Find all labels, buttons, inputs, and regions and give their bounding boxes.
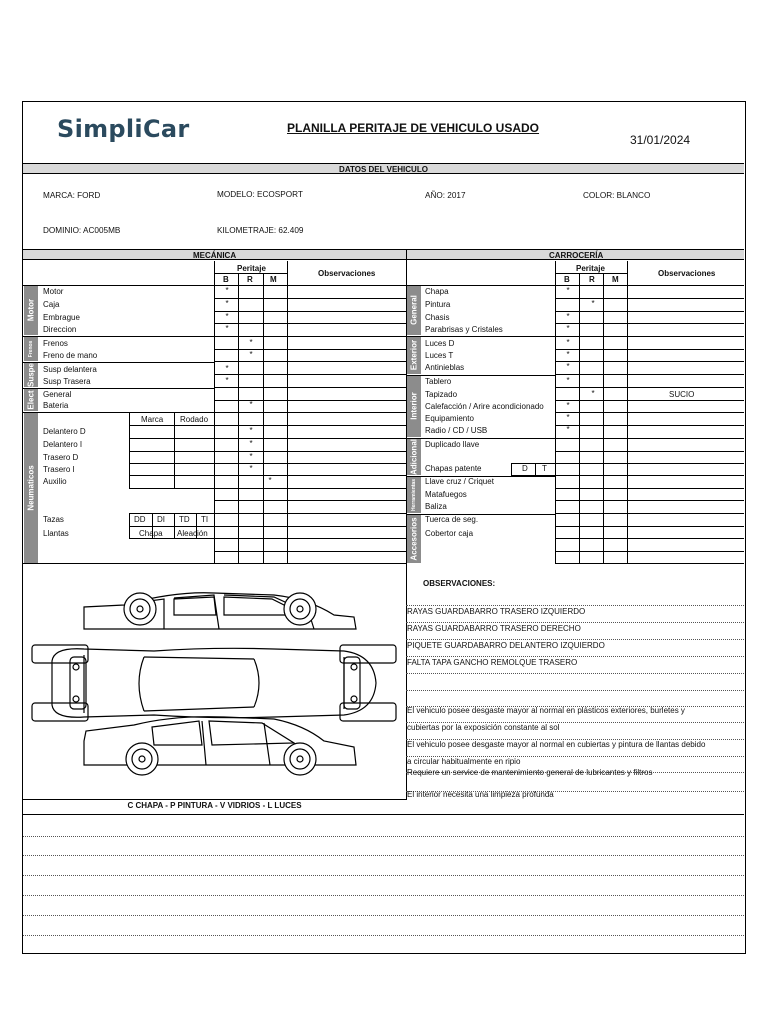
grid-line — [214, 513, 406, 514]
grid-line — [535, 463, 536, 475]
grid-line — [579, 273, 580, 563]
observation-line: RAYAS GUARDABARRO TRASERO DERECHO — [407, 624, 581, 633]
grid-line — [174, 526, 175, 538]
car-item-parabrisas: Parabrisas y Cristales — [425, 325, 503, 334]
exterior-side-label: Exterior — [409, 339, 419, 371]
year-field: AÑO: 2017 — [425, 191, 466, 200]
car-general-side-label: General — [409, 295, 419, 325]
grid-line — [555, 438, 744, 439]
mec-item-llantas: Llantas — [43, 529, 69, 538]
damage-legend: C CHAPA - P PINTURA - V VIDRIOS - L LUCES — [127, 801, 302, 810]
car-item-baliza: Baliza — [425, 502, 447, 511]
frenos-side-label: Frenos — [28, 340, 34, 358]
mark-embrague-b: * — [225, 312, 229, 321]
llanta-aleacion: Aleación — [177, 529, 208, 538]
mark-luces-d-b: * — [566, 338, 570, 347]
car-item-matafuegos: Matafuegos — [425, 490, 467, 499]
grid-line — [23, 388, 214, 389]
mec-item-motor: Motor — [43, 287, 64, 296]
grid-line — [555, 513, 744, 514]
grid-line — [406, 639, 744, 640]
grid-line — [555, 336, 744, 337]
observation-line: cubiertas por la exposición constante al sol — [407, 723, 560, 732]
mark-tablero-b: * — [566, 376, 570, 385]
mark-motor-b: * — [225, 286, 229, 295]
observation-line: Requiere un service de mantenimiento general de lubricantes y filtros — [407, 768, 653, 777]
grid-line — [406, 285, 555, 286]
car-item-antinieblas: Antinieblas — [425, 363, 465, 372]
grid-line — [23, 412, 214, 413]
taza-di: DI — [157, 515, 165, 524]
grid-line — [214, 323, 406, 324]
mec-item-direccion: Direccion — [43, 325, 77, 334]
patente-t: T — [542, 464, 547, 473]
grid-line — [174, 412, 175, 488]
mark-caja-b: * — [225, 299, 229, 308]
car-item-cobertor-caja: Cobertor caja — [425, 529, 474, 538]
observations-title: OBSERVACIONES: — [423, 579, 496, 588]
grid-line — [23, 895, 744, 896]
observation-line: PIQUETE GUARDABARRO DELANTERO IZQUIERDO — [407, 641, 605, 650]
mark-tras-i-r: * — [249, 464, 253, 473]
grid-line — [214, 451, 406, 452]
car-item-chasis: Chasis — [425, 313, 450, 322]
grid-line — [214, 475, 406, 476]
tyre-marca-header: Marca — [141, 415, 164, 424]
mark-chapa-b: * — [566, 286, 570, 295]
mark-pintura-r: * — [591, 299, 595, 308]
grid-line — [406, 249, 407, 800]
grid-line — [129, 488, 214, 489]
grid-line — [23, 915, 744, 916]
grid-line — [555, 400, 744, 401]
grid-line — [555, 298, 744, 299]
tapizado-observation: SUCIO — [669, 390, 695, 399]
mec-obs-header: Observaciones — [318, 269, 376, 278]
tyre-rodado-header: Rodado — [180, 415, 209, 424]
brand-field: MARCA: FORD — [43, 191, 101, 200]
neumaticos-side-label: Neumaticos — [26, 465, 36, 511]
grid-line — [214, 526, 406, 527]
grid-line — [555, 451, 744, 452]
grid-line — [555, 526, 744, 527]
brand-logo: SimpliCar — [57, 115, 190, 143]
grid-line — [23, 814, 744, 815]
grid-line — [23, 935, 744, 936]
grid-line — [627, 261, 628, 563]
car-item-llave-cruz: Llave cruz / Criquet — [425, 477, 494, 486]
mileage-field: KILOMETRAJE: 62.409 — [217, 226, 304, 235]
mec-item-susp-trasera: Susp Trasera — [43, 377, 91, 386]
grid-line — [214, 361, 406, 362]
grid-line — [214, 374, 406, 375]
grid-line — [555, 538, 744, 539]
grid-line — [129, 451, 214, 452]
grid-line — [406, 476, 555, 477]
mark-frenos-r: * — [249, 338, 253, 347]
inspection-sheet — [22, 101, 746, 954]
mark-calefaccion-b: * — [566, 401, 570, 410]
car-r-header: R — [589, 275, 595, 284]
plate-field: DOMINIO: AC005MB — [43, 226, 121, 235]
interior-side-label: Interior — [409, 392, 419, 420]
grid-line — [555, 273, 628, 274]
grid-line — [555, 311, 744, 312]
grid-line — [129, 425, 214, 426]
adicional-side-label: Adicional — [409, 438, 419, 476]
grid-line — [555, 374, 744, 375]
car-m-header: M — [612, 275, 619, 284]
motor-side-label: Motor — [26, 298, 36, 322]
grid-line — [511, 463, 555, 464]
observation-line: El interior necesita una limpieza profunda — [407, 790, 554, 799]
mark-tras-d-r: * — [249, 452, 253, 461]
mecanica-title: MECÁNICA — [193, 251, 237, 260]
grid-line — [511, 463, 512, 475]
observation-line: El vehiculo posee desgaste mayor al normal en plásticos exteriores, burletes y — [407, 706, 685, 715]
mark-del-d-r: * — [249, 426, 253, 435]
car-item-luces-t: Luces T — [425, 351, 454, 360]
mark-antinieblas-b: * — [566, 362, 570, 371]
grid-line — [214, 538, 406, 539]
grid-line — [214, 438, 406, 439]
car-item-tablero: Tablero — [425, 377, 452, 386]
car-damage-diagram — [24, 565, 406, 800]
car-item-equipamiento: Equipamiento — [425, 414, 474, 423]
sheet-title: PLANILLA PERITAJE DE VEHICULO USADO — [287, 121, 540, 135]
grid-line — [129, 463, 214, 464]
grid-line — [555, 551, 744, 552]
grid-line — [129, 526, 214, 527]
grid-line — [406, 514, 555, 515]
mec-r-header: R — [247, 275, 253, 284]
mark-parabrisas-b: * — [566, 324, 570, 333]
grid-line — [406, 438, 555, 439]
car-item-radio: Radio / CD / USB — [425, 426, 488, 435]
grid-line — [129, 513, 130, 538]
mec-b-header: B — [223, 275, 229, 284]
patente-d: D — [522, 464, 528, 473]
grid-line — [555, 500, 744, 501]
car-item-chapa: Chapa — [425, 287, 449, 296]
grid-line — [214, 273, 287, 274]
grid-line — [555, 361, 744, 362]
sheet-date: 31/01/2024 — [630, 133, 691, 147]
grid-line — [214, 298, 406, 299]
observation-line: FALTA TAPA GANCHO REMOLQUE TRASERO — [407, 658, 578, 667]
mec-item-bateria: Bateria — [43, 401, 69, 410]
car-item-pintura: Pintura — [425, 300, 451, 309]
car-item-tuerca-seg: Tuerca de seg. — [425, 515, 479, 524]
mark-chasis-b: * — [566, 312, 570, 321]
grid-line — [555, 285, 744, 286]
sections-title-band — [23, 249, 744, 260]
grid-line — [555, 488, 744, 489]
mec-item-auxilio: Auxilio — [43, 477, 67, 486]
grid-line — [406, 656, 744, 657]
grid-line — [555, 323, 744, 324]
grid-line — [23, 836, 744, 837]
car-item-calefaccion: Calefacción / Arire acondicionado — [425, 402, 544, 411]
grid-line — [129, 538, 214, 539]
suspension-side-label: Suspe — [26, 362, 36, 388]
grid-line — [214, 400, 406, 401]
mark-equipamiento-b: * — [566, 413, 570, 422]
mec-item-susp-delantera: Susp delantera — [43, 365, 97, 374]
grid-line — [214, 425, 406, 426]
mark-susp-tras-b: * — [225, 376, 229, 385]
grid-line — [263, 273, 264, 563]
car-outline-icon — [24, 565, 406, 800]
grid-line — [406, 375, 555, 376]
grid-line — [214, 349, 406, 350]
mec-item-trasero-d: Trasero D — [43, 453, 79, 462]
grid-line — [214, 261, 215, 563]
grid-line — [23, 563, 406, 564]
mec-item-caja: Caja — [43, 300, 60, 309]
grid-line — [555, 261, 556, 563]
llanta-chapa: Chapa — [139, 529, 163, 538]
grid-line — [555, 425, 744, 426]
mark-del-i-r: * — [249, 439, 253, 448]
grid-line — [214, 285, 406, 286]
grid-line — [129, 513, 214, 514]
grid-line — [555, 412, 744, 413]
taza-dd: DD — [134, 515, 146, 524]
grid-line — [214, 387, 406, 388]
car-item-chapas-patente: Chapas patente — [425, 464, 482, 473]
grid-line — [238, 273, 239, 563]
grid-line — [214, 463, 406, 464]
grid-line — [603, 273, 604, 563]
car-b-header: B — [564, 275, 570, 284]
mark-luces-t-b: * — [566, 350, 570, 359]
mark-radio-b: * — [566, 425, 570, 434]
grid-line — [511, 475, 555, 476]
grid-line — [129, 438, 214, 439]
observation-line: El vehiculo posee desgaste mayor al normal en cubiertas y pintura de llantas debido — [407, 740, 706, 749]
grid-line — [23, 336, 214, 337]
grid-line — [152, 513, 153, 538]
mark-direccion-b: * — [225, 324, 229, 333]
car-obs-header: Observaciones — [658, 269, 716, 278]
grid-line — [214, 551, 406, 552]
grid-line — [555, 563, 744, 564]
mec-item-embrague: Embrague — [43, 313, 80, 322]
grid-line — [555, 475, 744, 476]
car-item-duplicado-llave: Duplicado llave — [425, 440, 480, 449]
mark-auxilio-m: * — [268, 476, 272, 485]
grid-line — [23, 855, 744, 856]
grid-line — [406, 605, 744, 606]
grid-line — [214, 311, 406, 312]
car-item-tapizado: Tapizado — [425, 390, 458, 399]
mec-item-freno-mano: Freno de mano — [43, 351, 98, 360]
grid-line — [214, 412, 406, 413]
model-field: MODELO: ECOSPORT — [217, 190, 303, 199]
mark-freno-mano-r: * — [249, 350, 253, 359]
grid-line — [196, 513, 197, 538]
grid-line — [23, 875, 744, 876]
grid-line — [23, 285, 214, 286]
mark-bateria-r: * — [249, 400, 253, 409]
grid-line — [555, 387, 744, 388]
mec-item-frenos: Frenos — [43, 339, 68, 348]
accesorios-side-label: Accesorios — [409, 517, 419, 561]
electrico-side-label: Elect — [26, 390, 36, 410]
grid-line — [287, 261, 288, 563]
mec-m-header: M — [270, 275, 277, 284]
taza-td: TD — [179, 515, 190, 524]
mark-tapizado-r: * — [591, 389, 595, 398]
carroceria-title: CARROCERÍA — [549, 251, 604, 260]
observation-line: a circular habitualmente en ripio — [407, 757, 521, 766]
vehicle-section-title: DATOS DEL VEHICULO — [23, 163, 744, 174]
grid-line — [214, 500, 406, 501]
observation-line: RAYAS GUARDABARRO TRASERO IZQUIERDO — [407, 607, 586, 616]
grid-line — [555, 463, 744, 464]
grid-line — [555, 349, 744, 350]
taza-ti: TI — [201, 515, 209, 524]
grid-line — [214, 336, 406, 337]
mec-item-delantero-d: Delantero D — [43, 427, 86, 436]
mec-item-general: General — [43, 390, 72, 399]
car-item-luces-d: Luces D — [425, 339, 455, 348]
color-field: COLOR: BLANCO — [583, 191, 651, 200]
grid-line — [23, 362, 214, 363]
mec-item-tazas: Tazas — [43, 515, 64, 524]
grid-line — [214, 488, 406, 489]
mark-susp-del-b: * — [225, 364, 229, 373]
mec-item-delantero-i: Delantero I — [43, 440, 83, 449]
grid-line — [406, 673, 744, 674]
grid-line — [406, 690, 744, 691]
car-peritaje-header: Peritaje — [576, 264, 605, 273]
grid-line — [129, 475, 214, 476]
grid-line — [129, 412, 130, 488]
herramientas-side-label: Herramientas — [411, 479, 417, 511]
grid-line — [406, 336, 555, 337]
grid-line — [406, 622, 744, 623]
mec-peritaje-header: Peritaje — [237, 264, 266, 273]
mec-item-trasero-i: Trasero I — [43, 465, 75, 474]
